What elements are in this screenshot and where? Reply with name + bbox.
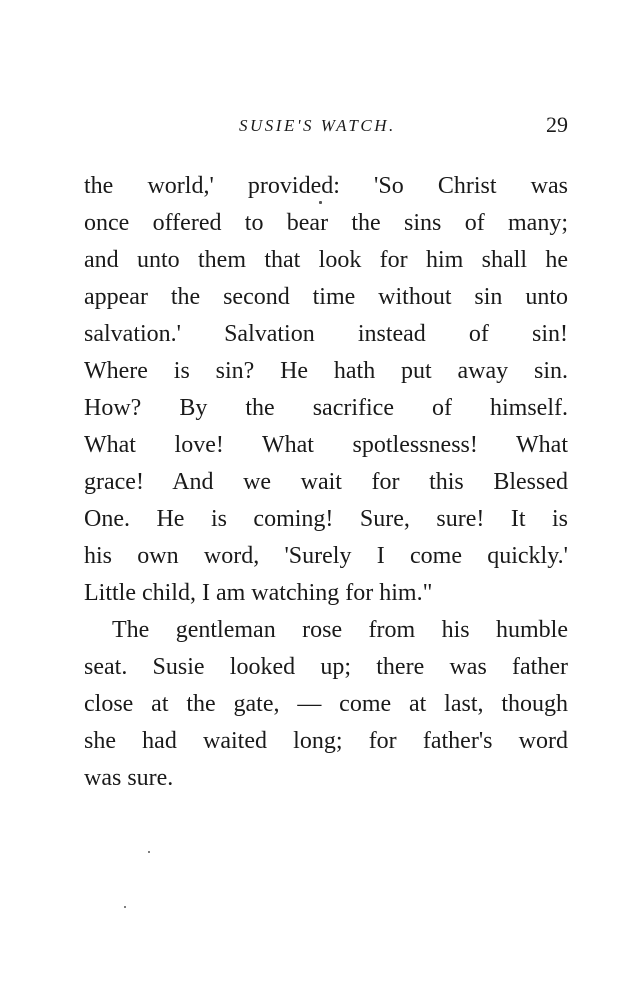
text-line: Where is sin? He hath put away sin. bbox=[84, 358, 568, 384]
print-speck bbox=[319, 201, 322, 204]
text-line: close at the gate, — come at last, though bbox=[84, 691, 568, 717]
text-line: was sure. bbox=[84, 765, 174, 791]
text-line: One. He is coming! Sure, sure! It is bbox=[84, 506, 568, 532]
body-text bbox=[84, 168, 568, 797]
running-head bbox=[84, 112, 568, 142]
text-line: the world,' provided: 'So Christ was bbox=[84, 173, 568, 199]
print-speck bbox=[124, 906, 126, 908]
text-line: appear the second time without sin unto bbox=[84, 284, 568, 310]
text-line: seat. Susie looked up; there was father bbox=[84, 654, 568, 680]
text-line: Little child, I am watching for him." bbox=[84, 580, 433, 606]
text-line: his own word, 'Surely I come quickly.' bbox=[84, 543, 568, 569]
page-number: 29 bbox=[546, 112, 568, 137]
text-line: grace! And we wait for this Blessed bbox=[84, 469, 568, 495]
text-line: How? By the sacrifice of himself. bbox=[84, 395, 568, 421]
text-line: once offered to bear the sins of many; bbox=[84, 210, 568, 236]
text-line: The gentleman rose from his humble bbox=[112, 617, 568, 643]
paragraph-2 bbox=[84, 612, 568, 797]
text-line: What love! What spotlessness! What bbox=[84, 432, 568, 458]
paragraph-1 bbox=[84, 168, 568, 612]
text-line: she had waited long; for father's word bbox=[84, 728, 568, 754]
text-line: and unto them that look for him shall he bbox=[84, 247, 568, 273]
running-title: SUSIE'S WATCH. bbox=[239, 116, 396, 135]
print-speck bbox=[148, 851, 150, 853]
text-line: salvation.' Salvation instead of sin! bbox=[84, 321, 568, 347]
